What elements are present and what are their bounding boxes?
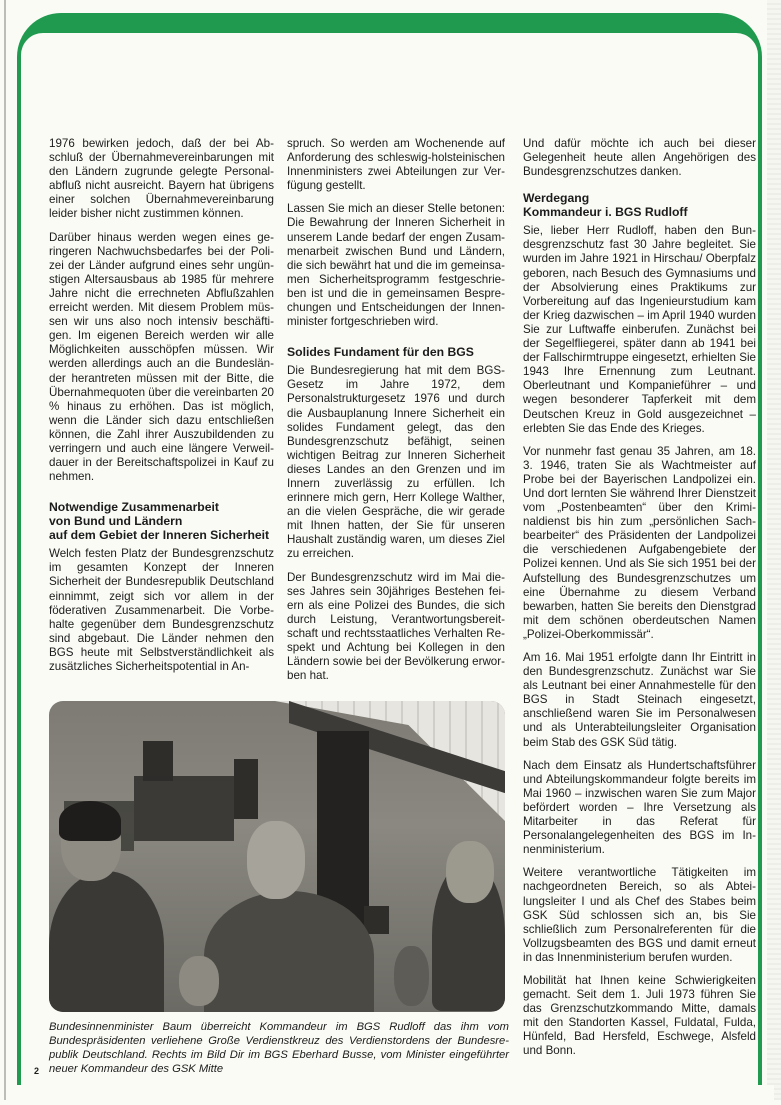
- photo-minister-suit: [49, 871, 164, 1012]
- paragraph: Die Bundesregierung hat mit dem BGS-Gesetz im Jahre 1972, dem Personalstrukturgesetz 1976 und durch die Ausbauplanung Innere Sicherheit ein solides Fundament gelegt, das den Bundesgrenzschutz befähigt, seinen wichtigen Beitrag zur Inneren Sicherheit dieses Landes an den Grenzen und im Innern zuverlässig zu erfüllen. Ich erinnere mich gern, Herr Kollege Walther, an die vielen Gespräche, die wir gerade mit Ihnen hatten, der Sie für unseren Haushalt zuständig waren, um dieses Ziel zu erreichen.: [287, 364, 505, 561]
- paragraph: Vor nunmehr fast genau 35 Jahren, am 18. 3. 1946, traten Sie als Wachtmeister auf Probe bei der Bayerischen Landpolizei ein. Und dort lernten Sie während Ihrer Dienstzeit vom „Postenbeamten“ über den Kriminaldienst bis hin zum „persönlichen Sachbearbeiter“ des Präsidenten der Landpolizei die verschiedenen Aufgabengebiete der Polizei kennen. Und als Sie sich 1951 bei der Aufstellung des Bundesgrenzschutzes um eine Übernahme zu diesem Verband bewarben, hatten Sie bereits den Dienstgrad mit dem schönen oberdeutschen Namen „Polizei-Oberkommissär“.: [523, 444, 756, 641]
- paragraph: spruch. So werden am Wochenende auf Anforderung des schleswig-holsteinischen Innenministers zwei Abteilungen zur Verfügung gestellt.: [287, 137, 505, 193]
- heading-line: Kommandeur i. BGS Rudloff: [523, 205, 688, 220]
- photo-wall-art: [364, 906, 389, 934]
- paragraph: Welch festen Platz der Bundesgrenzschutz im gesamten Konzept der Inneren Sicherheit der Bundesrepublik Deutschland einnimmt, zeigt sich vor allem in der föderativen Zusammenarbeit. Die Vorbehalte gegenüber dem Bundesgrenzschutz sind abgebaut. Die Länder nehmen den BGS heute mit Selbstverständlichkeit als zusätzliches Sicherheitspotential in An-: [49, 547, 274, 673]
- photo-wall-art: [134, 776, 234, 841]
- paragraph: Weitere verantwortliche Tätigkeiten im nachgeordneten Bereich, so als Abteilungsleiter I und als Chef des Stabes beim GSK Süd schlossen sich an, bis Sie schließlich zum Personalreferenten für die Vollzugsbeamten des BGS und damit erneut in das Innenministerium berufen wurden.: [523, 866, 756, 964]
- heading-line: Notwendige Zusammenarbeit: [49, 500, 219, 515]
- page-binding-edge: [4, 0, 6, 1100]
- ceremony-photo: [49, 701, 505, 1012]
- paragraph: Mobilität hat Ihnen keine Schwierigkeiten gemacht. Seit dem 1. Juli 1973 führen Sie das Grenzschutzkommando Mitte, damals mit den Standorten Kassel, Fuldatal, Fulda, Hünfeld, Bad Hersfeld, Eschwege, Alsfeld und Bonn.: [523, 973, 756, 1058]
- paragraph: Am 16. Mai 1951 erfolgte dann Ihr Eintritt in den Bundesgrenzschutz. Zunächst war Sie als Leutnant bei einer Annahmestelle für den BGS in Stadt Steinach eingesetzt, anschließend waren Sie im Personalwesen und als Unterabteilungsleiter Organisation beim Stab des GSK Süd tätig.: [523, 651, 756, 749]
- column-1: [49, 137, 274, 683]
- page-number: 2: [34, 1066, 40, 1076]
- photo-seated-guest: [179, 956, 219, 1006]
- column-2: [287, 137, 505, 692]
- photo-commander-head: [247, 821, 305, 899]
- frame-bottom-mask: [14, 1085, 774, 1105]
- heading-line: Werdegang: [523, 191, 590, 206]
- photo-wall-art: [143, 741, 173, 781]
- paragraph: Lassen Sie mich an dieser Stelle betonen: Die Bewahrung der Inneren Sicherheit in unserem Lande bedarf der engen Zusammenarbeit zwischen Bund und Ländern, die sich bewährt hat und die im gemeinsamen Sicherheitsprogramm festgeschrieben ist und die in gemeinsamen Besprechungen und Entscheidungen der Innenminister fortgeschrieben wird.: [287, 202, 505, 329]
- column-3: [523, 137, 756, 1068]
- photo-caption: Bundesinnenminister Baum überreicht Kommandeur im BGS Rudloff das ihm vom Bundespräsidenten verliehene Große Verdienstkreuz des Verdienstordens der Bundesrepublik Deutschland. Rechts im Bild Dir im BGS Eberhard Busse, vom Minister eingeführter neuer Kommandeur des GSK Mitte: [49, 1021, 509, 1075]
- paragraph: Sie, lieber Herr Rudloff, haben den Bundesgrenzschutz fast 30 Jahre begleitet. Sie wurden im Jahre 1921 in Hirschau/ Oberpfalz geboren, nach Besuch des Gymnasiums und der Absolvierung eines Praktikums zur Vorbereitung auf das Ingenieurstudium kam der Krieg dazwischen – im April 1940 wurden Sie zur Luftwaffe einberufen. Zunächst bei der Segelfliegerei, später dann ab 1941 bei der Fallschirmtruppe eingesetzt, erhielten Sie 1943 Ihre Ernennung zum Leutnant. Oberleutnant und Kompanieführer – und wegen besonderer Tapferkeit mit dem Deutschen Kreuz in Gold ausgezeichnet – erlebten Sie das Ende des Krieges.: [523, 224, 756, 435]
- paragraph: 1976 bewirken jedoch, daß der bei Abschluß der Übernahmevereinbarungen mit den Ländern zugrunde gelegte Personalabfluß nicht ausreicht. Bayern hat übrigens einer solchen Übernahmevereinbarung leider bisher nicht zustimmen können.: [49, 137, 274, 221]
- paragraph: Und dafür möchte ich auch bei dieser Gelegenheit heute allen Angehörigen des Bundesgrenzschutzes danken.: [523, 137, 756, 179]
- heading-line: von Bund und Ländern: [49, 514, 183, 529]
- photo-seated-guest: [394, 946, 429, 1006]
- page-scan-edge: [767, 0, 781, 1100]
- photo-officer-head: [446, 841, 494, 903]
- photo-minister-hair: [59, 801, 121, 841]
- paragraph: Darüber hinaus werden wegen eines geringeren Nachwuchsbedarfes bei der Polizei der Länder aufgrund eines sehr ungünstigen Altersausbaus ab 1985 für mehrere Jahre nicht die errechneten Abflußzahlen erreicht werden. Mit diesem Problem müssen wir uns also noch intensiv beschäftigen. Im eigenen Bereich werden wir alle Möglichkeiten ausschöpfen müssen. Wir werden allerdings auch an die Bundesländer herantreten müssen mit der Bitte, die Übernahmequoten über die vereinbarten 20 % hinaus zu erhöhen. Das ist möglich, wenn die Länder sich dazu entschließen können, die Zahl ihrer Auszubildenden zu verringern und auch eine längere Verweildauer in der Bereitschaftspolizei in Kauf zu nehmen.: [49, 230, 274, 484]
- paragraph: Nach dem Einsatz als Hundertschaftsführer und Abteilungskommandeur folgte bereits im Mai 1960 – inzwischen waren Sie zum Major befördert worden – Ihre Versetzung als Mitarbeiter in das Referat für Personalangelegenheiten des BGS im Innenministerium.: [523, 758, 756, 857]
- section-heading-zusammenarbeit: [49, 500, 274, 542]
- section-heading-werdegang: [523, 191, 756, 219]
- heading-line: auf dem Gebiet der Inneren Sicherheit: [49, 528, 270, 543]
- section-heading-fundament: Solides Fundament für den BGS: [287, 345, 474, 360]
- photo-commander-uniform: [204, 891, 374, 1012]
- paragraph: Der Bundesgrenzschutz wird im Mai dieses Jahres sein 30jähriges Bestehen feiern als eine Polizei des Bundes, die sich durch Leistung, Verantwortungsbereitschaft und rechtsstaatliches Verhalten Respekt und Achtung bei Kollegen in den Ländern sowie bei der Bevölkerung erworben hat.: [287, 570, 505, 683]
- photo-wall-art: [234, 759, 258, 819]
- frame-inner-curve: [21, 33, 758, 73]
